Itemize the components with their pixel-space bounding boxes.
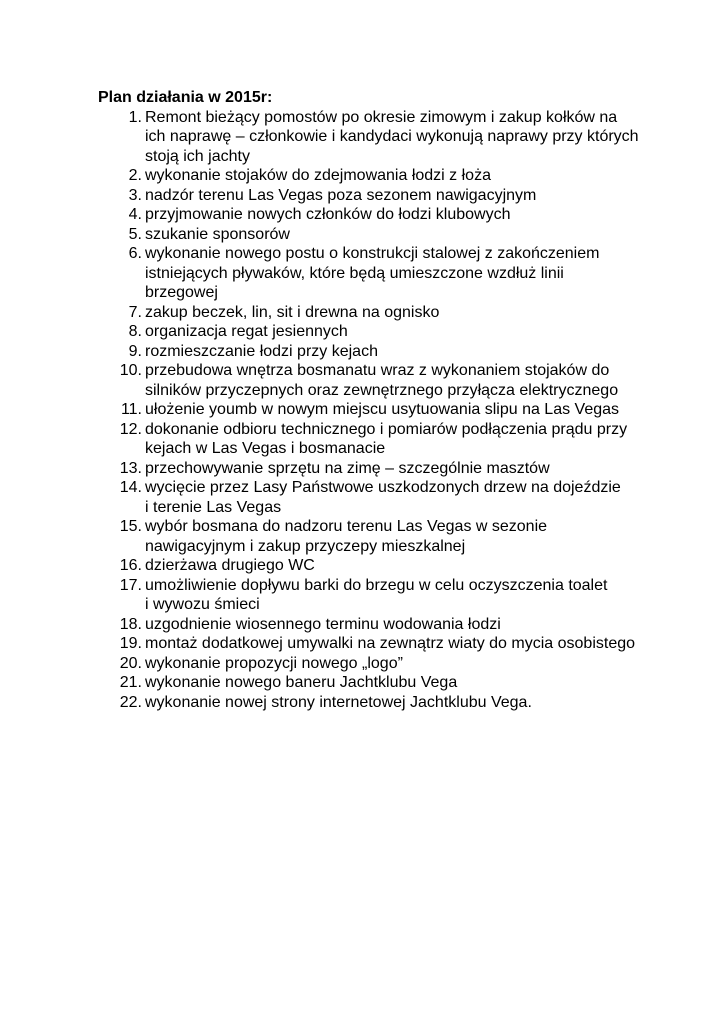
list-item	[98, 517, 688, 556]
list-item-text-line: stoją ich jachty	[145, 147, 250, 165]
list-item	[98, 459, 688, 479]
list-item-number: 1.	[128, 108, 142, 126]
list-item-number: 8.	[128, 323, 142, 340]
list-item	[98, 693, 688, 713]
list-item-text-line: umożliwienie dopływu barki do brzegu w celu oczyszczenia toalet	[145, 576, 608, 594]
list-item-text-line: zakup beczek, lin, sit i drewna na ognisko	[145, 303, 440, 321]
list-item-number: 14.	[119, 479, 142, 496]
list-item-text-line: dzierżawa drugiego WC	[145, 557, 315, 574]
list-item-text-line: ich naprawę – członkowie i kandydaci wykonują naprawy przy których	[145, 128, 639, 145]
list-item-number: 10.	[119, 362, 142, 379]
list-item	[98, 556, 688, 576]
list-item-number: 6.	[128, 245, 142, 262]
list-item	[98, 225, 688, 245]
document-title: Plan działania w 2015r:	[98, 89, 273, 106]
list-item	[98, 303, 688, 323]
list-item-text-line: silników przyczepnych oraz zewnętrznego przyłącza elektrycznego	[145, 381, 619, 399]
list-item-text-line: wykonanie propozycji nowego „logo”	[145, 654, 403, 672]
list-item	[98, 342, 688, 362]
list-item	[98, 576, 688, 615]
list-item	[98, 478, 688, 517]
list-item	[98, 244, 688, 303]
list-item-text-line: brzegowej	[145, 284, 218, 301]
list-item-text-line: wykonanie nowego postu o konstrukcji stalowej z zakończeniem	[145, 245, 600, 262]
list-item-text-line: wykonanie stojaków do zdejmowania łodzi z łoża	[145, 167, 491, 184]
list-item-number: 7.	[128, 303, 142, 321]
list-item-number: 12.	[119, 420, 142, 438]
list-item	[98, 322, 688, 342]
list-item	[98, 400, 688, 420]
list-item-number: 3.	[128, 186, 142, 204]
list-item-text-line: Remont bieżący pomostów po okresie zimowym i zakup kołków na	[145, 108, 618, 126]
list-item-number: 19.	[119, 635, 142, 652]
plan-list	[98, 108, 688, 713]
list-item-number: 21.	[119, 674, 142, 691]
list-item-text-line: szukanie sponsorów	[145, 225, 290, 243]
list-item-text-line: wykonanie nowego baneru Jachtklubu Vega	[145, 674, 458, 691]
list-item-text-line: i wywozu śmieci	[145, 596, 260, 613]
list-item-text-line: i terenie Las Vegas	[145, 498, 282, 516]
list-item	[98, 615, 688, 635]
list-item-number: 5.	[128, 225, 142, 243]
list-item-text-line: istniejących pływaków, które będą umieszczone wzdłuż linii	[145, 264, 564, 282]
list-item-text-line: przyjmowanie nowych członków do łodzi klubowych	[145, 206, 511, 223]
list-item-text-line: dokonanie odbioru technicznego i pomiarów podłączenia prądu przy	[145, 420, 628, 438]
list-item	[98, 166, 688, 186]
list-item-number: 18.	[119, 615, 142, 633]
list-item-number: 4.	[128, 206, 142, 223]
list-item-text-line: uzgodnienie wiosennego terminu wodowania łodzi	[145, 615, 501, 633]
list-item	[98, 634, 688, 654]
list-item-number: 20.	[119, 654, 142, 672]
list-item-text-line: przechowywanie sprzętu na zimę – szczególnie masztów	[145, 459, 550, 477]
list-item-number: 2.	[128, 167, 142, 184]
list-item-number: 15.	[119, 518, 142, 535]
list-item-text-line: organizacja regat jesiennych	[145, 323, 348, 340]
list-item-text-line: przebudowa wnętrza bosmanatu wraz z wykonaniem stojaków do	[145, 362, 610, 379]
list-item-text-line: wybór bosmana do nadzoru terenu Las Vegas w sezonie	[145, 518, 548, 535]
list-item-text-line: ułożenie youmb w nowym miejscu usytuowania slipu na Las Vegas	[145, 401, 620, 418]
list-item	[98, 654, 688, 674]
list-item	[98, 108, 688, 167]
list-item-text-line: nawigacyjnym i zakup przyczepy mieszkalnej	[145, 537, 466, 555]
list-item-text-line: nadzór terenu Las Vegas poza sezonem nawigacyjnym	[145, 186, 537, 204]
list-item	[98, 361, 688, 400]
list-item-text-line: rozmieszczanie łodzi przy kejach	[145, 342, 378, 360]
list-item-number: 11.	[120, 401, 142, 418]
list-item-text-line: montaż dodatkowej umywalki na zewnątrz wiaty do mycia osobistego	[145, 635, 636, 652]
list-item-text-line: wykonanie nowej strony internetowej Jachtklubu Vega.	[145, 693, 532, 711]
list-item	[98, 673, 688, 693]
list-item-number: 17.	[119, 576, 142, 594]
list-item-text-line: wycięcie przez Lasy Państwowe uszkodzonych drzew na dojeździe	[145, 479, 621, 496]
list-item-number: 13.	[119, 459, 142, 477]
list-item	[98, 205, 688, 225]
list-item	[98, 186, 688, 206]
list-item-number: 16.	[119, 557, 142, 574]
list-item-text-line: kejach w Las Vegas i bosmanacie	[145, 440, 386, 457]
list-item-number: 9.	[128, 342, 142, 360]
list-item-number: 22.	[119, 693, 142, 711]
list-item	[98, 420, 688, 459]
